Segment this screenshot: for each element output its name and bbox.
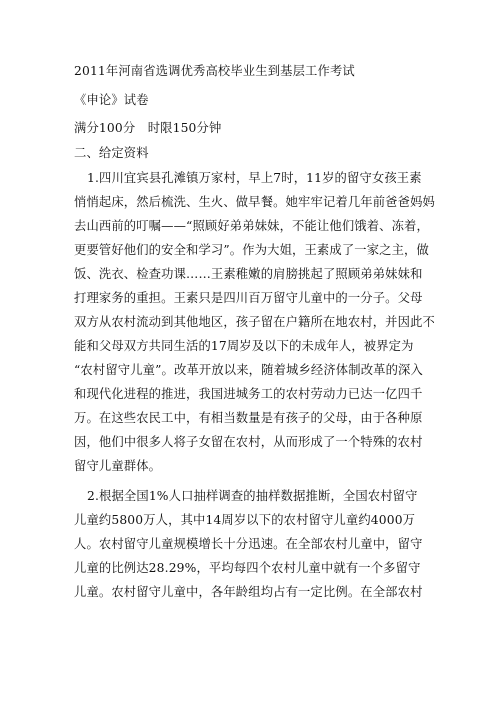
paragraph-line: 儿童。农村留守儿童中，各年龄组均占有一定比例。在全部农村 [74, 585, 423, 599]
paragraph-line: 双方从农村流动到其他地区，孩子留在户籍所在地农村，并因此不 [74, 315, 435, 329]
paragraph-line: 更要管好他们的安全和学习”。作为大姐，王素成了一家之主，做 [74, 243, 429, 257]
paragraph-line: 万。在这些农民工中，有相当数量是有孩子的父母，由于各种原 [74, 411, 423, 425]
paragraph-line: 2.根据全国1%人口抽样调查的抽样数据推断，全国农村留守 [87, 489, 418, 503]
paragraph-line: 儿童的比例达28.29%，平均每四个农村儿童中就有一个多留守 [74, 561, 421, 575]
section-heading: 二、给定资料 [74, 146, 149, 160]
paragraph-line: 能和父母双方共同生活的17周岁及以下的未成年人，被界定为 [74, 339, 414, 353]
document-title: 2011年河南省选调优秀高校毕业生到基层工作考试 [74, 64, 355, 78]
exam-meta: 满分100分 时限150分钟 [74, 121, 222, 135]
paragraph-line: “农村留守儿童”。改革开放以来，随着城乡经济体制改革的深入 [74, 363, 423, 377]
paragraph-line: 留守儿童群体。 [74, 459, 162, 473]
paragraph-line: 饭、洗衣、检查功课……王素稚嫩的肩膀挑起了照顾弟弟妹妹和 [74, 267, 423, 281]
paragraph-line: 儿童约5800万人，其中14周岁以下的农村留守儿童约4000万 [74, 513, 416, 527]
document-subtitle: 《申论》试卷 [74, 93, 149, 107]
paragraph-line: 去山西前的叮嘱——“照顾好弟弟妹妹，不能让他们饿着、冻着， [74, 219, 429, 233]
paragraph-line: 打理家务的重担。王素只是四川百万留守儿童中的一分子。父母 [74, 291, 423, 305]
paragraph-line: 因，他们中很多人将子女留在农村，从而形成了一个特殊的农村 [74, 435, 423, 449]
paragraph-line: 悄悄起床，然后梳洗、生火、做早餐。她牢牢记着几年前爸爸妈妈 [74, 195, 435, 209]
paragraph-line: 1.四川宜宾县孔滩镇万家村，早上7时，11岁的留守女孩王素 [87, 171, 422, 185]
paragraph-line: 人。农村留守儿童规模增长十分迅速。在全部农村儿童中，留守 [74, 537, 423, 551]
paragraph-line: 和现代化进程的推进，我国进城务工的农村劳动力已达一亿四千 [74, 387, 423, 401]
